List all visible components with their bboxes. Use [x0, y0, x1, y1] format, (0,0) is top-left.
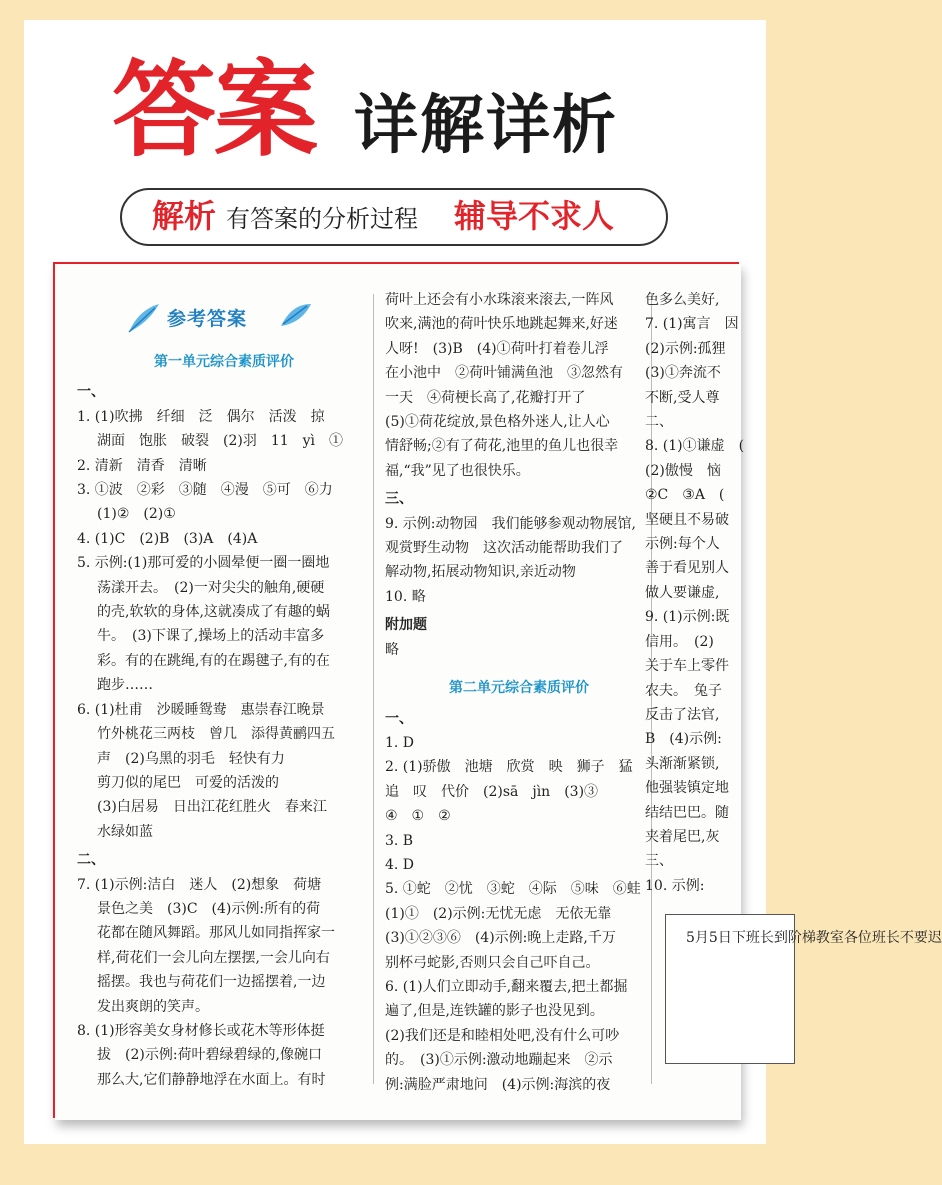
answer-line: 二、 [645, 414, 673, 431]
answer-line: 情舒畅;②有了荷花,池里的鱼儿也很幸 [385, 438, 619, 455]
unit1-answers [77, 380, 371, 1092]
answer-line: ②C ③A ( [645, 487, 725, 504]
answer-line: 遍了,但是,连铁罐的影子也没见到。 [385, 1003, 604, 1020]
tagline-pill [120, 188, 668, 246]
unit2-section-1-label: 一、 [385, 710, 413, 727]
answer-line: (5)①荷花绽放,景色格外迷人,让人心 [385, 414, 610, 431]
answer-line: 声 (2)乌黑的羽毛 轻快有力 [97, 750, 285, 767]
tagline-text: 有答案的分析过程 [226, 205, 418, 233]
answer-line: 反击了法官, [645, 706, 720, 723]
answer-line: 二、 [77, 852, 105, 869]
answer-line: 花都在随风舞蹈。那风儿如同指挥家一 [97, 925, 335, 942]
answer-line: 人呀! (3)B (4)①荷叶打着卷儿浮 [385, 340, 609, 357]
answer-line: 6. (1)人们立即动手,翻来覆去,把土都掘 [385, 978, 628, 995]
answer-line: 不断,受人尊 [645, 389, 720, 406]
answer-line: (2)傲慢 恼 [645, 462, 721, 479]
answer-line: 7. (1)寓言 因 [645, 316, 739, 333]
answer-line: 做人要谦虚, [645, 584, 720, 601]
answer-line: 例:满脸严肃地问 (4)示例:海滨的夜 [385, 1076, 611, 1093]
answer-line: 剪刀似的尾巴 可爱的活泼的 [97, 774, 279, 791]
answer-line: (2)示例:孤狸 [645, 340, 726, 357]
hero-subtitle: 详解详析 [354, 89, 618, 163]
answer-page [55, 264, 942, 1120]
answer-line: 色多么美好, [645, 292, 720, 308]
answer-line: 善于看见别人 [645, 560, 729, 577]
answer-line: 坚硬且不易破 [645, 511, 729, 528]
unit1-title: 第一单元综合素质评价 [154, 354, 294, 370]
answer-line: 4. D [385, 856, 415, 873]
answer-line: 追 叹 代价 (2)sā jìn (3)③ [385, 783, 599, 800]
answer-line: 夹着尾巴,灰 [645, 828, 720, 845]
column-1 [77, 300, 371, 1092]
answer-line: 2. (1)骄傲 池塘 欣赏 映 狮子 猛 [385, 759, 633, 776]
answer-line: 2. 清新 清香 清晰 [77, 457, 207, 474]
unit2-answers [385, 731, 653, 1097]
col2-mid-answers [385, 512, 653, 610]
hero-heading [24, 48, 766, 188]
answer-line: 3. ①波 ②彩 ③随 ④漫 ⑤可 ⑥力 [77, 482, 333, 499]
answer-line: 3. B [385, 832, 414, 849]
answer-line: 拔 (2)示例:荷叶碧绿碧绿的,像碗口 [97, 1047, 322, 1064]
answer-line: 9. (1)示例:既 [645, 609, 730, 626]
answer-line: 三、 [645, 853, 673, 870]
answer-line: 1. D [385, 734, 415, 751]
answer-line: 他强装镇定地 [645, 780, 729, 797]
answer-line: (1)① (2)示例:无忧无虑 无依无靠 [385, 905, 612, 922]
answer-line: 10. 示例: [645, 877, 705, 894]
answer-line: 4. (1)C (2)B (3)A (4)A [77, 530, 258, 547]
answer-line: 彩。有的在跳绳,有的在踢毽子,有的在 [97, 652, 330, 669]
answer-line: 的。 (3)①示例:激动地蹦起来 ②示 [385, 1052, 613, 1069]
answer-line: 在小池中 ②荷叶铺满鱼池 ③忽然有 [385, 365, 623, 382]
hero-big-title: 答案 [112, 49, 317, 171]
answer-line: 6. (1)杜甫 沙暖睡鸳鸯 惠崇春江晚景 [77, 701, 325, 718]
answer-line: 各位班长不要迟 [843, 930, 942, 946]
answer-line: 关于车上零件 [645, 658, 729, 675]
answer-line: B (4)示例: [645, 731, 722, 748]
answer-line: 班长到阶梯教室 [745, 930, 844, 946]
tagline-accent-left: 解析 [152, 197, 217, 235]
answer-line: 信用。 (2) [645, 633, 714, 650]
answer-line: 吹来,满池的荷叶快乐地跳起舞来,好迷 [385, 316, 618, 333]
answer-line: 水绿如蓝 [97, 823, 153, 840]
notice-box [665, 914, 942, 1064]
answer-line: 8. (1)①谦虚 ( [645, 438, 745, 455]
answer-line: 荷叶上还会有小水珠滚来滚去,一阵风 [385, 292, 614, 308]
answer-line: 样,荷花们一会儿向左摆摆,一会儿向右 [97, 949, 330, 966]
answer-banner-title: 参考答案 [167, 308, 248, 330]
answer-line: 5. ①蛇 ②忧 ③蛇 ④际 ⑤味 ⑥蛙 [385, 881, 641, 898]
answer-line: 荡漾开去。 (2)一对尖尖的触角,硬硬 [97, 579, 325, 596]
answer-line: 示例:每个人 [645, 536, 720, 553]
column-3 [645, 288, 765, 898]
extra-question-title: 附加题 [385, 617, 427, 634]
answer-line: 头渐渐紧锁, [645, 755, 720, 772]
answer-line: (3)①②③⑥ (4)示例:晚上走路,千万 [385, 930, 616, 947]
answer-line: 10. 略 [385, 588, 426, 605]
answer-line: 湖面 饱胀 破裂 (2)羽 11 yì ① [97, 433, 344, 450]
answer-line: 结结巴巴。随 [645, 804, 729, 821]
answer-line: 9. 示例:动物园 我们能够参观动物展馆, [385, 515, 636, 532]
answer-line: 一天 ④荷梗长高了,花瓣打开了 [385, 389, 586, 406]
answer-line: 8. (1)形容美女身材修长或花木等形体挺 [77, 1022, 325, 1039]
section-3-label: 三、 [385, 491, 413, 508]
col2-top-answers [385, 288, 653, 483]
answer-line: ④ ① ② [385, 808, 451, 825]
answer-line: (1)② (2)① [97, 506, 176, 523]
answer-line: 1. (1)吹拂 纤细 泛 偶尔 活泼 掠 [77, 408, 325, 425]
tagline-accent-right: 辅导不求人 [454, 197, 615, 235]
answer-line: 福,“我”见了也很快乐。 [385, 462, 530, 479]
poster-card [24, 20, 942, 1144]
answer-line: (3)白居易 日出江花红胜火 春来江 [97, 799, 327, 816]
answer-line: 观赏野生动物 这次活动能帮助我们了 [385, 540, 623, 557]
answer-line: 的壳,软软的身体,这就凑成了有趣的蜗 [97, 604, 330, 621]
answer-line: 5. 示例:(1)那可爱的小圆晕便一圈一圈地 [77, 555, 330, 572]
answer-line: 一、 [77, 384, 105, 401]
answer-line: 5月5日下 [672, 930, 746, 946]
answer-line: 农夫。 兔子 [645, 682, 722, 699]
answer-line: (2)我们还是和睦相处吧,没有什么可吵 [385, 1027, 620, 1044]
answer-sheet-preview [53, 262, 942, 1118]
column-divider-1 [373, 294, 374, 1084]
answer-line: 7. (1)示例:洁白 迷人 (2)想象 荷塘 [77, 876, 322, 893]
extra-question-answer: 略 [385, 641, 399, 658]
answer-line: 解动物,拓展动物知识,亲近动物 [385, 564, 576, 581]
answer-line: 摇摆。我也与荷花们一边摇摆着,一边 [97, 974, 326, 991]
answer-line: (3)①奔流不 [645, 365, 721, 382]
answer-line: 别杯弓蛇影,否则只会自己吓自己。 [385, 954, 600, 971]
answer-line: 发出爽朗的笑声。 [97, 998, 209, 1015]
answer-line: 那么大,它们静静地浮在水面上。有时 [97, 1071, 326, 1088]
unit2-title: 第二单元综合素质评价 [449, 680, 589, 697]
col3-answers [645, 288, 765, 898]
answer-line: 竹外桃花三两枝 曾几 添得黄鹂四五 [97, 726, 335, 743]
answer-line: 跑步…… [97, 677, 153, 694]
notice-text [672, 925, 942, 951]
answer-line: 景色之美 (3)C (4)示例:所有的荷 [97, 900, 321, 917]
column-2 [385, 288, 653, 1097]
answer-line: 牛。 (3)下课了,操场上的活动丰富多 [97, 628, 325, 645]
